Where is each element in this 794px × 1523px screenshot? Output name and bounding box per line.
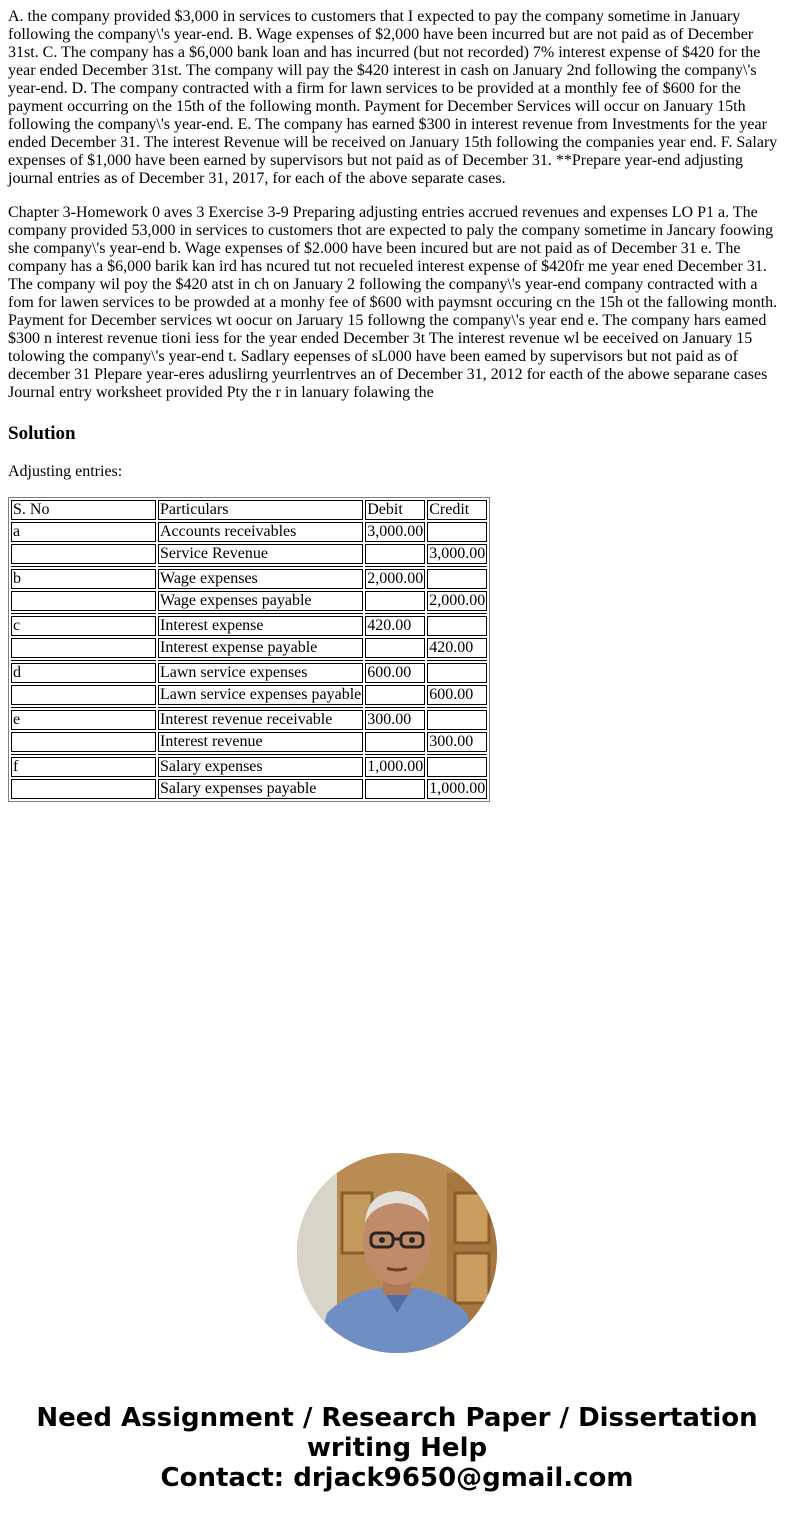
- empty-debit-cell: [365, 685, 425, 705]
- debit-amount: 420.00: [365, 616, 425, 636]
- separator-cell: [11, 566, 156, 567]
- table-row: [11, 779, 487, 799]
- empty-credit-cell: [427, 663, 487, 683]
- entry-sno: b: [11, 569, 156, 589]
- empty-sno-cell: [11, 638, 156, 658]
- separator-cell: [11, 707, 156, 708]
- table-row: [11, 569, 487, 589]
- journal-entries-table: [8, 497, 490, 802]
- separator-cell: [11, 660, 156, 661]
- separator-cell: [427, 707, 487, 708]
- entry-separator: [11, 660, 487, 661]
- question-ocr-text: Chapter 3-Homework 0 aves 3 Exercise 3-9 Preparing adjusting entries accrued revenues and expenses LO P1 a. The company provided 53,000 in services to customers thot are expected to paly the company sometime in Jancary foowing she company\'s year-end b. Wage expenses of $2.000 have been incured but are not paid as of December 31 e. The company has a $6,000 barik kan ird has ncured tut not recueled interest expense of $420fr me year ened December 31. The company wil poy the $420 atst in ch on January 2 following the company\'s year-end company contracted with a fom for lawen services to be prowded at a monhy fee of $600 with paymsnt occuring cn the 15h ot the fallowing month. Payment for December services wt oocur on Jaruary 15 followng the company\'s year end e. The company hars eamed $300 n interest revenue tioni iess for the year ended December 3t The interest revenue wl be eeceived on January 15 tolowing the company\'s year-end t. Sadlary eepenses of sL000 have been eamed by supervisors but not paid as of december 31 Plepare year-eres aduslirng yeurrlentrves an of December 31, 2012 for eacth of the abowe separane cases Journal entry worksheet provided Pty the r in lanuary folawing the: [8, 204, 778, 401]
- credit-account: Service Revenue: [158, 544, 363, 564]
- entry-separator: [11, 613, 487, 614]
- credit-amount: 1,000.00: [429, 780, 486, 797]
- solution-intro: Adjusting entries:: [8, 463, 123, 480]
- credit-amount: 420.00: [427, 638, 487, 658]
- separator-cell: [365, 707, 425, 708]
- table-row: [11, 710, 487, 730]
- header-particulars: Particulars: [158, 500, 363, 520]
- empty-credit-cell: [427, 616, 487, 636]
- separator-cell: [427, 566, 487, 567]
- empty-credit-cell: [427, 569, 487, 589]
- table-header-row: [11, 500, 487, 520]
- credit-amount: 600.00: [427, 685, 487, 705]
- credit-amount: 2,000.00: [429, 592, 486, 609]
- table-row: [11, 663, 487, 683]
- separator-cell: [158, 613, 363, 614]
- separator-cell: [158, 660, 363, 661]
- separator-cell: [427, 613, 487, 614]
- header-sno: S. No: [11, 500, 156, 520]
- entry-sno: e: [11, 710, 156, 730]
- empty-credit-cell: [427, 522, 487, 542]
- entry-sno: c: [11, 616, 156, 636]
- separator-cell: [158, 566, 363, 567]
- separator-cell: [365, 566, 425, 567]
- separator-cell: [158, 754, 363, 755]
- empty-sno-cell: [11, 591, 156, 611]
- empty-sno-cell: [11, 779, 156, 799]
- debit-account: Wage expenses: [158, 569, 363, 589]
- empty-debit-cell: [365, 591, 425, 611]
- table-row: [11, 591, 487, 611]
- empty-sno-cell: [11, 732, 156, 752]
- empty-debit-cell: [365, 544, 425, 564]
- author-portrait-image: [297, 1153, 497, 1353]
- entry-sno: a: [11, 522, 156, 542]
- table-row: [11, 732, 487, 752]
- separator-cell: [365, 660, 425, 661]
- empty-sno-cell: [11, 544, 156, 564]
- separator-cell: [11, 754, 156, 755]
- credit-amount: 3,000.00: [429, 545, 486, 562]
- debit-amount: 300.00: [365, 710, 425, 730]
- separator-cell: [11, 613, 156, 614]
- entry-sno: d: [11, 663, 156, 683]
- entry-separator: [11, 566, 487, 567]
- footer-contact: Contact: drjack9650@gmail.com: [160, 1463, 634, 1493]
- credit-account: Interest expense payable: [158, 638, 363, 658]
- debit-amount: 3,000.00: [367, 523, 424, 540]
- credit-account: Interest revenue: [158, 732, 363, 752]
- empty-debit-cell: [365, 732, 425, 752]
- credit-amount: 300.00: [427, 732, 487, 752]
- debit-amount: 1,000.00: [367, 758, 424, 775]
- footer-banner: [0, 1403, 794, 1493]
- separator-cell: [427, 754, 487, 755]
- separator-cell: [365, 613, 425, 614]
- empty-sno-cell: [11, 685, 156, 705]
- debit-account: Accounts receivables: [158, 522, 363, 542]
- empty-credit-cell: [427, 710, 487, 730]
- debit-account: Interest expense: [158, 616, 363, 636]
- debit-account: Salary expenses: [158, 757, 363, 777]
- entry-separator: [11, 707, 487, 708]
- separator-cell: [365, 754, 425, 755]
- entry-sno: f: [11, 757, 156, 777]
- separator-cell: [158, 707, 363, 708]
- footer-line-2: writing Help: [306, 1433, 488, 1463]
- table-row: [11, 544, 487, 564]
- debit-account: Interest revenue receivable: [158, 710, 363, 730]
- credit-account: Salary expenses payable: [158, 779, 363, 799]
- question-text: A. the company provided $3,000 in services to customers that I expected to pay the company sometime in January following the company\'s year-end. B. Wage expenses of $2,000 have been incurred but are not paid as of December 31st. C. The company has a $6,000 bank loan and has incurred (but not recorded) 7% interest expense of $420 for the year ended December 31st. The company will pay the $420 interest in cash on January 2nd following the company\'s year-end. D. The company contracted with a firm for lawn services to be provided at a monthly fee of $600 for the payment occurring on the 15th of the following month. Payment for December Services will occur on January 15th following the company\'s year-end. E. The company has earned $300 in interest revenue from Investments for the year ended December 31. The interest Revenue will be received on January 15th following the companies year end. F. Salary expenses of $1,000 have been earned by supervisors but not paid as of December 31. **Prepare year-end adjusting journal entries as of December 31, 2017, for each of the above separate cases.: [8, 8, 778, 187]
- empty-debit-cell: [365, 638, 425, 658]
- page-content: [8, 8, 784, 802]
- entry-separator: [11, 754, 487, 755]
- table-row: [11, 757, 487, 777]
- table-row: [11, 616, 487, 636]
- footer-line-1: Need Assignment / Research Paper / Dissertation: [36, 1403, 758, 1433]
- header-credit: Credit: [427, 500, 487, 520]
- credit-account: Lawn service expenses payable: [160, 686, 362, 703]
- solution-heading: Solution: [8, 423, 76, 444]
- empty-debit-cell: [365, 779, 425, 799]
- empty-credit-cell: [427, 757, 487, 777]
- table-row: [11, 685, 487, 705]
- table-row: [11, 638, 487, 658]
- author-avatar: [297, 1153, 497, 1353]
- separator-cell: [427, 660, 487, 661]
- credit-account: Wage expenses payable: [158, 591, 363, 611]
- header-debit: Debit: [365, 500, 425, 520]
- table-row: [11, 522, 487, 542]
- debit-amount: 2,000.00: [367, 570, 424, 587]
- debit-account: Lawn service expenses: [158, 663, 363, 683]
- debit-amount: 600.00: [365, 663, 425, 683]
